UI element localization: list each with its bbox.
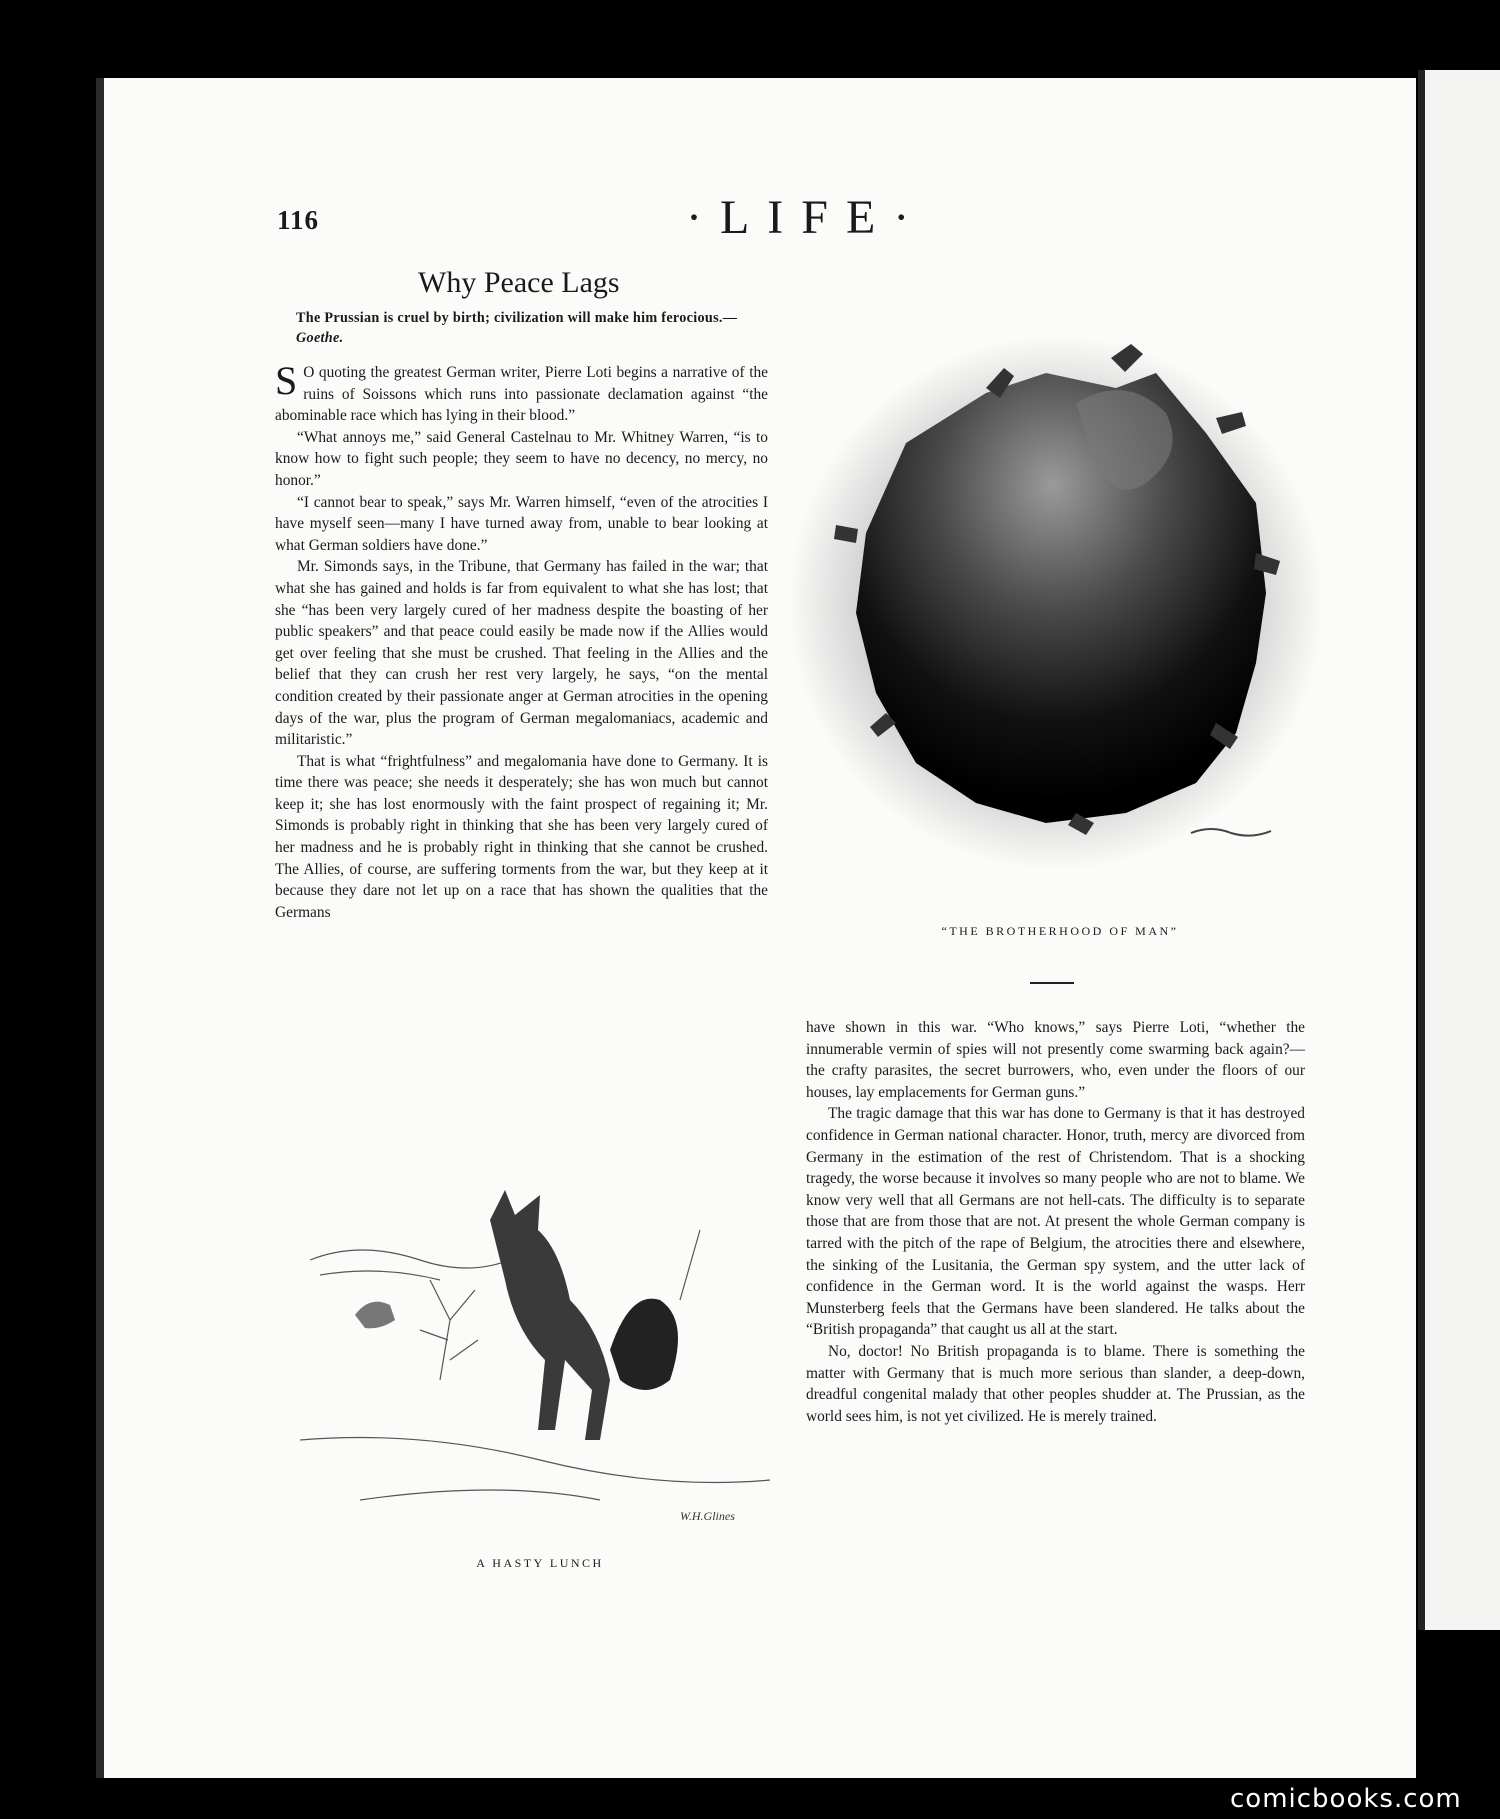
epigraph-attribution: Goethe.	[296, 330, 344, 346]
paragraph: “I cannot bear to speak,” says Mr. Warren himself, “even of the atrocities I have myself seen—many I have turned away from, unable to bear looking at what German soldiers have done.”	[275, 493, 768, 554]
page-gutter-shadow	[96, 78, 104, 1778]
page-number: 116	[277, 205, 320, 235]
paragraph: have shown in this war. “Who knows,” says Pierre Loti, “whether the innumerable vermin of spies will not presently come swarming back again?—the crafty parasites, the secret burrowers, who, even under the floors of our houses, lay emplacements for German guns.”	[806, 1019, 1305, 1101]
hasty-lunch-illustration	[300, 1180, 770, 1560]
paragraph: S O quoting the greatest German writer, Pierre Loti begins a narrative of the ruins of Soissons which runs into passionate declamation against “the abominable race which has lying in their blood.”	[275, 358, 768, 425]
epigraph	[296, 308, 766, 348]
section-divider	[1030, 982, 1074, 984]
paragraph: “What annoys me,” said General Castelnau to Mr. Whitney Warren, “is to know how to fight such people; they seem to have no decency, no mercy, no honor.”	[275, 428, 768, 489]
watermark: comicbooks.com	[1230, 1784, 1462, 1814]
page-edge-shadow	[1418, 70, 1425, 1630]
drop-cap: S	[275, 358, 298, 403]
article-column-right	[806, 1017, 1305, 1427]
lunch-caption: A HASTY LUNCH	[476, 1556, 604, 1570]
masthead: ·LIFE·	[686, 191, 928, 244]
paragraph: That is what “frightfulness” and megalomania have done to Germany. It is time there was peace; she needs it desperately; she has won much but cannot keep it; she has lost enormously with the faint prospect of regaining it; Mr. Simonds is probably right in thinking that she has been very largely cured of her madness and he is probably right in thinking that she cannot be crushed. The Allies, of course, are suffering torments from the war, but they keep at it because they dare not let up on a race that has shown the qualities that the Germans	[275, 752, 768, 921]
paragraph: Mr. Simonds says, in the Tribune, that Germany has failed in the war; that what she has gained and holds is far from equivalent to what she has lost; that she “has been very largely cured of her madness despite the boasting of her public speakers” and that peace could easily be made now if the Allies would get over feeling that she must be crushed. That feeling in the Allies and the belief that they can crush her rest very largely, he says, “on the mental condition created by their passionate anger at German atrocities in the opening days of the war, plus the program of German megalomaniacs, academic and militaristic.”	[275, 558, 768, 749]
artist-signature-scribble	[1191, 829, 1271, 836]
brotherhood-of-man-illustration	[786, 333, 1326, 873]
next-page-edge	[1425, 70, 1500, 1630]
paragraph: The tragic damage that this war has done to Germany is that it has destroyed confidence in German national character. Honor, truth, mercy are divorced from Germany in the estimation of the rest of Christendom. That is a shocking tragedy, the worse because it involves so many people who are not to blame. We know very well that all Germans are not hell-cats. The difficulty is to separate those that are from those that are not. At present the whole German company is tarred with the pitch of the rape of Belgium, the atrocities there and elsewhere, the sinking of the Lusitania, the German spy system, and the utter lack of confidence in the German word. It is the world against the wasps. Herr Munsterberg feels that the Germans have been slandered. He talks about the “British propaganda” that caught us all at the start.	[806, 1105, 1305, 1339]
epigraph-text: The Prussian is cruel by birth; civilization will make him ferocious.—	[296, 310, 738, 326]
article-column-left	[275, 358, 768, 923]
article-title: Why Peace Lags	[418, 266, 620, 299]
paragraph: No, doctor! No British propaganda is to blame. There is something the matter with Germany that is much more serious than slander, a deep-down, dreadful congenital malady that other peoples shudder at. The Prussian, as the world sees him, is not yet civilized. He is merely trained.	[806, 1342, 1305, 1425]
brotherhood-caption: “THE BROTHERHOOD OF MAN”	[941, 924, 1179, 938]
lunch-signature: W.H.Glines	[680, 1509, 735, 1523]
